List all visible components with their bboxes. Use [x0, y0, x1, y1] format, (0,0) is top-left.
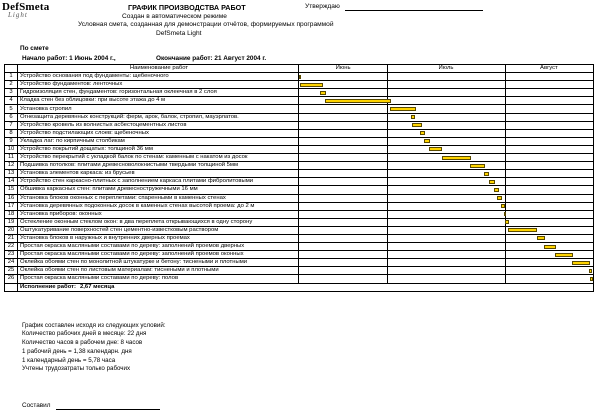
work-name: Установка деревянных подоконных досок в каменных стенах высотой проема: до 2 м — [18, 202, 299, 210]
month-divider — [505, 275, 506, 282]
table-row — [5, 73, 594, 81]
work-name: Установка приборов: оконных — [18, 210, 299, 218]
month-divider — [387, 211, 388, 218]
gantt-bar — [497, 196, 501, 200]
month-divider — [387, 195, 388, 202]
month-divider — [505, 146, 506, 153]
row-number: 19 — [5, 218, 18, 226]
gantt-cell — [299, 97, 594, 105]
approve-label: Утверждаю — [305, 3, 340, 10]
month-divider — [505, 170, 506, 177]
month-divider — [505, 97, 506, 104]
work-name: Кладка стен без облицовки: при высоте этажа до 4 м — [18, 97, 299, 105]
work-name: Огнезащита деревянных конструкций: ферм, арок, балок, стропил, мауэрлатов. — [18, 113, 299, 121]
gantt-bar — [299, 75, 301, 79]
row-number: 18 — [5, 210, 18, 218]
row-number: 22 — [5, 243, 18, 251]
work-name: Установка блоков в наружных и внутренних дверных проемах — [18, 234, 299, 242]
month-divider — [505, 195, 506, 202]
month-divider — [505, 89, 506, 96]
gantt-cell — [299, 259, 594, 267]
month-divider — [387, 146, 388, 153]
row-number: 17 — [5, 202, 18, 210]
row-number: 26 — [5, 275, 18, 283]
gantt-cell — [299, 113, 594, 121]
gantt-cell — [299, 89, 594, 97]
gantt-cell — [299, 218, 594, 226]
row-number: 10 — [5, 145, 18, 153]
work-name: Устройство покрытий дощатых: толщиной 36 мм — [18, 145, 299, 153]
table-row — [5, 267, 594, 275]
work-name: Устройство подстилающих слоев: щебеночных — [18, 129, 299, 137]
gantt-bar — [420, 131, 425, 135]
table-row — [5, 154, 594, 162]
gantt-bar — [411, 115, 415, 119]
table-row — [5, 186, 594, 194]
month-divider — [387, 178, 388, 185]
month-divider — [505, 122, 506, 129]
month-divider — [387, 89, 388, 96]
row-number: 20 — [5, 226, 18, 234]
gantt-bar — [442, 156, 471, 160]
row-number: 6 — [5, 113, 18, 121]
row-number: 25 — [5, 267, 18, 275]
table-row — [5, 81, 594, 89]
month-divider — [387, 227, 388, 234]
table-row — [5, 178, 594, 186]
conditions-title: График составлен исходя из следующих условий: — [22, 322, 166, 329]
logo-title: DefSmeta — [2, 1, 50, 13]
work-name: Простая окраска масляными составами по дереву: заполнений проемов оконных — [18, 251, 299, 259]
table-row — [5, 113, 594, 121]
table-row — [5, 129, 594, 137]
month-divider — [505, 130, 506, 137]
gantt-bar — [325, 99, 390, 103]
month-divider — [387, 259, 388, 266]
gantt-bar — [320, 91, 326, 95]
gantt-bar — [589, 269, 593, 273]
gantt-bar — [429, 147, 442, 151]
month-divider — [387, 186, 388, 193]
row-number: 1 — [5, 73, 18, 81]
table-row — [5, 121, 594, 129]
subtitle-description: Условная смета, созданная для демонстрации отчётов, формируемых программой — [78, 21, 334, 28]
month-divider — [387, 275, 388, 282]
month-divider — [387, 114, 388, 121]
table-row — [5, 162, 594, 170]
month-august: Август — [540, 65, 558, 71]
row-number: 23 — [5, 251, 18, 259]
header-num-cell — [5, 65, 18, 73]
row-number: 13 — [5, 170, 18, 178]
month-divider — [505, 186, 506, 193]
table-row — [5, 97, 594, 105]
start-date: Начало работ: 1 Июнь 2004 г., — [22, 55, 116, 62]
compiled-by-label: Составил — [22, 402, 51, 409]
conditions-calendar-ratio: 1 календарный день = 5,78 часа — [22, 357, 116, 364]
total-row — [5, 283, 594, 291]
row-number: 8 — [5, 129, 18, 137]
table-row — [5, 226, 594, 234]
month-july: Июль — [438, 65, 454, 71]
total-num-cell — [5, 283, 18, 291]
gantt-bar — [494, 188, 499, 192]
gantt-cell — [299, 105, 594, 113]
conditions-workdays: Количество рабочих дней в месяце: 22 дня — [22, 330, 147, 337]
work-name: Оклейка обоями стен по листовым материалам: тиснеными и плотными — [18, 267, 299, 275]
gantt-cell — [299, 81, 594, 89]
month-divider — [387, 251, 388, 258]
gantt-bar — [501, 204, 505, 208]
gantt-bar — [544, 245, 556, 249]
gantt-bar — [424, 139, 430, 143]
gantt-bar — [489, 180, 495, 184]
gantt-cell — [299, 234, 594, 242]
month-divider — [387, 235, 388, 242]
approve-signature-line — [345, 10, 483, 11]
table-row — [5, 105, 594, 113]
month-divider — [387, 243, 388, 250]
total-value: 2,67 месяца — [80, 283, 115, 290]
month-divider — [505, 235, 506, 242]
table-row — [5, 234, 594, 242]
gantt-bar — [590, 277, 593, 281]
work-name: Устройство перекрытий с укладкой балок по стенам: каменным с накатом из досок — [18, 154, 299, 162]
table-row — [5, 218, 594, 226]
month-divider — [387, 73, 388, 80]
month-divider — [505, 259, 506, 266]
month-divider — [505, 178, 506, 185]
work-name: Укладка лаг: по кирпичным столбикам — [18, 137, 299, 145]
page-title: ГРАФИК ПРОИЗВОДСТВА РАБОТ — [128, 3, 246, 12]
row-number: 15 — [5, 186, 18, 194]
total-cell — [18, 283, 594, 291]
month-divider — [505, 114, 506, 121]
table-row — [5, 243, 594, 251]
table-row — [5, 89, 594, 97]
row-number: 11 — [5, 154, 18, 162]
table-row — [5, 259, 594, 267]
gantt-table — [4, 64, 594, 292]
work-name: Установка блоков оконных с переплетами: спаренными в каменных стенах — [18, 194, 299, 202]
total-label: Исполнение работ: — [20, 283, 76, 290]
month-divider — [387, 162, 388, 169]
conditions-workday-ratio: 1 рабочий день = 1,38 календарн. дня — [22, 348, 132, 355]
row-number: 5 — [5, 105, 18, 113]
table-row — [5, 251, 594, 259]
conditions-note: Учтены трудозатраты только рабочих — [22, 365, 131, 372]
subtitle-program: DefSmeta Light — [156, 30, 202, 37]
gantt-bar — [505, 220, 509, 224]
work-name: Устройство стен каркасно-плитных с заполнением каркаса плитами фибролитовыми — [18, 178, 299, 186]
row-number: 12 — [5, 162, 18, 170]
month-divider — [505, 73, 506, 80]
end-date: Окончание работ: 21 Август 2004 г. — [156, 55, 267, 62]
work-name: Гидроизоляция стен, фундаментов: горизонтальная оклеечная в 2 слоя — [18, 89, 299, 97]
month-divider — [387, 170, 388, 177]
gantt-bar — [412, 123, 421, 127]
gantt-cell — [299, 121, 594, 129]
month-divider — [505, 105, 506, 112]
month-divider — [505, 267, 506, 274]
gantt-bar — [504, 212, 506, 216]
compiled-by-signature-line — [56, 409, 160, 410]
month-divider — [387, 105, 388, 112]
work-name: Оштукатуривание поверхностей стен цементно-известковым раствором — [18, 226, 299, 234]
gantt-bar — [572, 261, 590, 265]
gantt-cell — [299, 73, 594, 81]
month-divider — [505, 138, 506, 145]
estimate-label: По смете — [20, 45, 49, 52]
month-divider — [505, 227, 506, 234]
header-months-cell — [299, 65, 594, 73]
gantt-cell — [299, 154, 594, 162]
gantt-cell — [299, 243, 594, 251]
work-name: Установка элементов каркаса: из брусьев — [18, 170, 299, 178]
gantt-bar — [537, 236, 546, 240]
month-divider — [387, 267, 388, 274]
table-row — [5, 194, 594, 202]
gantt-bar — [508, 228, 537, 232]
row-number: 21 — [5, 234, 18, 242]
month-divider — [387, 81, 388, 88]
gantt-header-row — [5, 65, 594, 73]
gantt-cell — [299, 170, 594, 178]
work-name: Устройство основания под фундаменты: щебеночного — [18, 73, 299, 81]
work-name: Обшивка каркасных стен: плитами древесностружечными 16 мм — [18, 186, 299, 194]
row-number: 3 — [5, 89, 18, 97]
gantt-cell — [299, 275, 594, 283]
gantt-cell — [299, 210, 594, 218]
gantt-cell — [299, 137, 594, 145]
row-number: 16 — [5, 194, 18, 202]
header-name-cell: Наименование работ — [18, 65, 299, 73]
table-row — [5, 202, 594, 210]
row-number: 14 — [5, 178, 18, 186]
month-divider — [505, 81, 506, 88]
gantt-cell — [299, 178, 594, 186]
gantt-cell — [299, 145, 594, 153]
month-divider — [505, 243, 506, 250]
logo-subtitle: Light — [8, 11, 28, 19]
work-name: Простая окраска масляными составами по дереву: заполнений проемов дверных — [18, 243, 299, 251]
work-name: Устройство фундаментов: ленточных — [18, 81, 299, 89]
month-divider — [505, 162, 506, 169]
gantt-cell — [299, 162, 594, 170]
table-row — [5, 210, 594, 218]
table-row — [5, 170, 594, 178]
gantt-cell — [299, 194, 594, 202]
gantt-cell — [299, 267, 594, 275]
month-divider — [387, 154, 388, 161]
work-name: Устройство кровель из волнистых асбестоцементных листов — [18, 121, 299, 129]
month-divider — [387, 122, 388, 129]
gantt-bar — [555, 253, 573, 257]
gantt-bar — [300, 83, 322, 87]
gantt-cell — [299, 251, 594, 259]
gantt-cell — [299, 202, 594, 210]
gantt-bar — [390, 107, 416, 111]
row-number: 4 — [5, 97, 18, 105]
work-name: Простая окраска масляными составами по дереву: полов — [18, 275, 299, 283]
gantt-cell — [299, 226, 594, 234]
table-row — [5, 275, 594, 283]
month-divider — [387, 203, 388, 210]
month-june: Июнь — [335, 65, 351, 71]
row-number: 24 — [5, 259, 18, 267]
table-row — [5, 145, 594, 153]
month-divider — [505, 154, 506, 161]
month-divider — [505, 203, 506, 210]
subtitle-auto: Создан в автоматическом режиме — [122, 13, 227, 20]
month-divider — [387, 130, 388, 137]
row-number: 2 — [5, 81, 18, 89]
row-number: 9 — [5, 137, 18, 145]
month-divider — [505, 251, 506, 258]
work-name: Остекление оконным стеклом окон: в два переплета открывающихся в одну сторону — [18, 218, 299, 226]
gantt-cell — [299, 129, 594, 137]
gantt-bar — [470, 164, 485, 168]
work-name: Подшивка потолков: плитами древесноволокнистыми твердыми толщиной 5мм — [18, 162, 299, 170]
gantt-cell — [299, 186, 594, 194]
work-name: Установка стропил — [18, 105, 299, 113]
month-divider — [387, 219, 388, 226]
gantt-bar — [484, 172, 488, 176]
row-number: 7 — [5, 121, 18, 129]
table-row — [5, 137, 594, 145]
work-name: Оклейка обоями стен по монолитной штукатурке и бетону: тиснеными и плотными — [18, 259, 299, 267]
month-divider — [387, 138, 388, 145]
conditions-hours: Количество часов в рабочем дне: 8 часов — [22, 339, 143, 346]
